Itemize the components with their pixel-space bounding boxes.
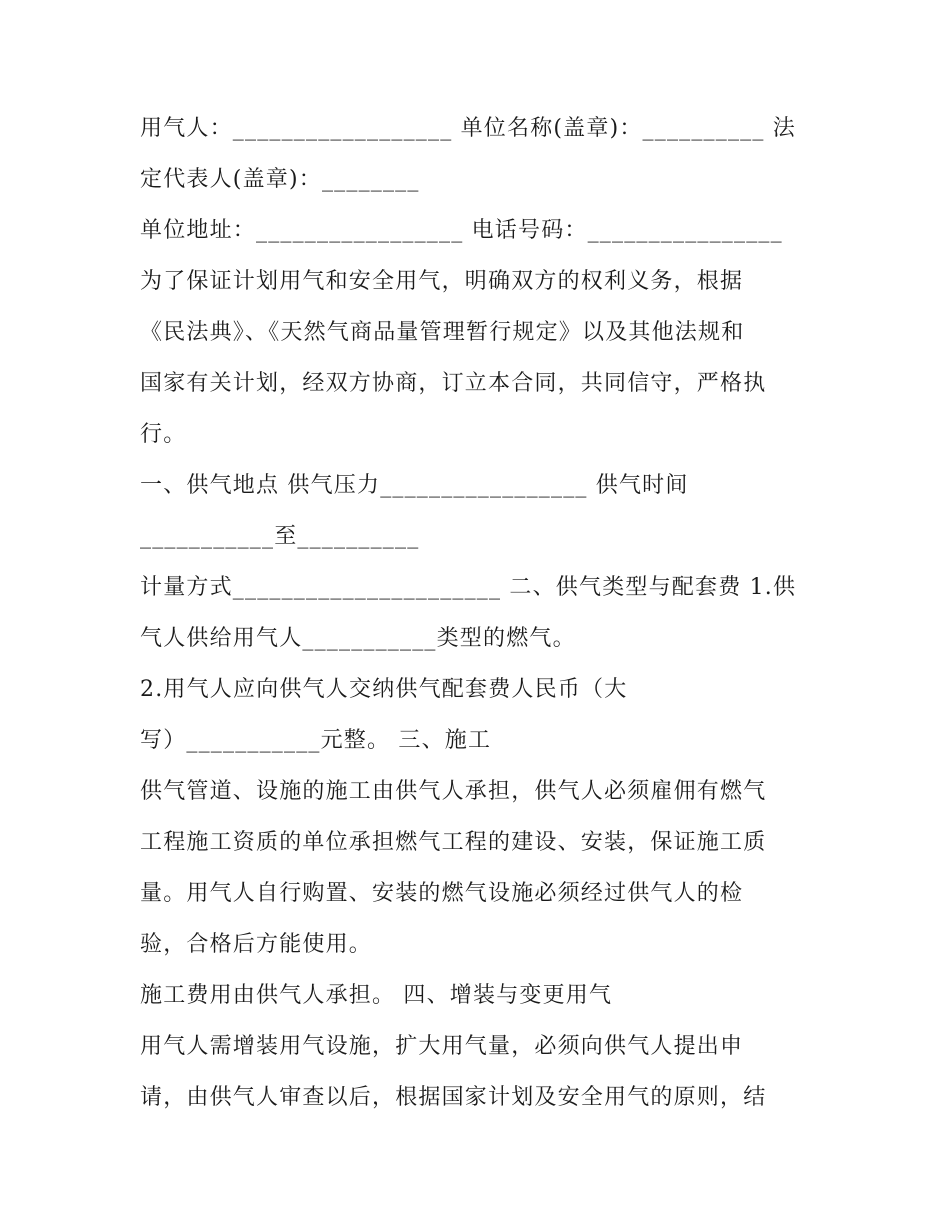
party-info-line-cont: 定代表人(盖章)：________ <box>140 167 420 192</box>
section-3-line: 验，合格后方能使用。 <box>140 932 373 957</box>
party-info-line: 用气人：__________________ 单位名称(盖章)：__________ 法 <box>140 116 796 141</box>
section-3-line: 工程施工资质的单位承担燃气工程的建设、安装，保证施工质 <box>140 830 767 855</box>
section-3-line: 供气管道、设施的施工由供气人承担，供气人必须雇佣有燃气 <box>140 779 767 804</box>
section-2-line: 气人供给用气人___________类型的燃气。 <box>140 626 576 651</box>
address-phone-line: 单位地址：_________________ 电话号码：________________ <box>140 218 783 243</box>
preamble-line: 国家有关计划，经双方协商，订立本合同，共同信守，严格执 <box>140 371 767 396</box>
preamble-line: 行。 <box>140 422 187 447</box>
section-4-line: 施工费用由供气人承担。 四、增装与变更用气 <box>140 983 613 1008</box>
section-1-line: 一、供气地点 供气压力_________________ 供气时间 <box>140 473 689 498</box>
section-4-line: 请，由供气人审查以后，根据国家计划及安全用气的原则，结 <box>140 1085 767 1110</box>
section-2-line: 2.用气人应向供气人交纳供气配套费人民币（大 <box>140 677 628 702</box>
preamble-line: 为了保证计划用气和安全用气，明确双方的权利义务，根据 <box>140 269 744 294</box>
preamble-line: 《民法典》、《天然气商品量管理暂行规定》以及其他法规和 <box>140 320 745 345</box>
section-1-line: ___________至__________ <box>140 524 420 549</box>
section-2-line: 计量方式______________________ 二、供气类型与配套费 1.供 <box>140 575 797 600</box>
section-3-line: 写）___________元整。 三、施工 <box>140 728 492 753</box>
section-4-line: 用气人需增装用气设施，扩大用气量，必须向供气人提出申 <box>140 1034 744 1059</box>
section-3-line: 量。用气人自行购置、安装的燃气设施必须经过供气人的检 <box>140 881 744 906</box>
